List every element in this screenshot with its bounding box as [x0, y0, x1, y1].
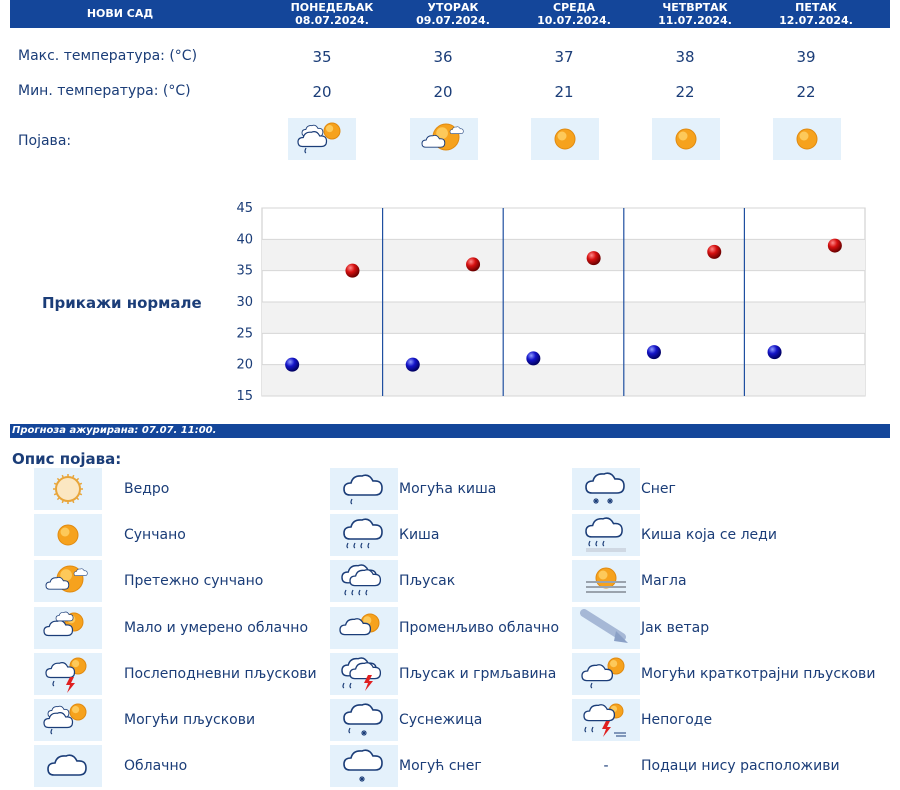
possible-showers-icon: [288, 118, 356, 160]
brief-showers-icon: [572, 653, 640, 695]
y-tick-label: 15: [236, 389, 253, 404]
mostly-sunny-icon: [34, 560, 102, 602]
max-temp-label: Макс. температура: (°C): [18, 48, 198, 64]
min-temp-point: [526, 351, 540, 365]
max-temp-point: [707, 245, 721, 259]
rain-icon: [330, 514, 398, 556]
day-header: [635, 1, 755, 27]
day-name: ПОНЕДЕЉАК: [290, 1, 374, 14]
day-date: 08.07.2024.: [295, 14, 369, 27]
legend-label: Променљиво облачно: [399, 620, 560, 636]
min-temp-value: 20: [433, 83, 453, 101]
y-tick-label: 20: [236, 357, 253, 373]
possible-showers-icon: [34, 699, 102, 741]
legend-label: Суснежица: [399, 712, 483, 728]
temperature-chart: [225, 200, 875, 405]
partly-cloudy-icon: [34, 607, 102, 649]
day-name: СРЕДА: [553, 1, 595, 14]
sunny-icon: [773, 118, 841, 160]
day-header: [756, 1, 876, 27]
min-temp-value: 22: [796, 83, 816, 101]
max-temp-point: [345, 264, 359, 278]
sunny-icon: [34, 514, 102, 556]
day-header: [393, 1, 513, 27]
y-tick-label: 35: [236, 263, 253, 279]
legend-label: Могући краткотрајни пљускови: [641, 666, 876, 682]
thunderstorm-icon: [330, 653, 398, 695]
day-date: 10.07.2024.: [537, 14, 611, 27]
max-temp-value: 37: [554, 48, 574, 66]
day-date: 09.07.2024.: [416, 14, 490, 27]
max-temp-value: 38: [675, 48, 695, 66]
city-name: НОВИ САД: [86, 7, 154, 20]
forecast-updated: Прогноза ажурирана: 07.07. 11:00.: [10, 424, 890, 438]
show-normals-link[interactable]: Прикажи нормале: [42, 294, 202, 312]
variable-cloudy-icon: [330, 607, 398, 649]
clear-icon: [34, 468, 102, 510]
legend-label: Претежно сунчано: [124, 573, 264, 589]
possible-rain-icon: [330, 468, 398, 510]
min-temp-point: [406, 358, 420, 372]
legend-label: Пљусак: [399, 573, 456, 589]
legend-label: Сунчано: [124, 527, 186, 543]
y-tick-label: 30: [236, 295, 253, 310]
legend-label: Подаци нису расположиви: [641, 758, 840, 774]
max-temp-value: 35: [312, 48, 332, 66]
possible-snow-icon: [330, 745, 398, 787]
chart-grid-band: [262, 302, 865, 333]
shower-icon: [330, 560, 398, 602]
legend-label: Јак ветар: [641, 620, 710, 636]
sunny-icon: [652, 118, 720, 160]
max-temp-value: 39: [796, 48, 816, 66]
legend-label: Киша која се леди: [641, 527, 777, 543]
day-date: 11.07.2024.: [658, 14, 732, 27]
dash-icon: -: [603, 758, 609, 774]
day-name: ЧЕТВРТАК: [662, 1, 728, 14]
afternoon-showers-icon: [34, 653, 102, 695]
min-temp-value: 21: [554, 83, 574, 101]
cloudy-icon: [34, 745, 102, 787]
legend-label: Снег: [641, 481, 676, 497]
legend-label: Могућа киша: [399, 481, 497, 497]
freezing-rain-icon: [572, 514, 640, 556]
min-temp-point: [285, 358, 299, 372]
mostly-sunny-icon: [410, 118, 478, 160]
chart-grid-band: [262, 365, 865, 396]
day-name: УТОРАК: [427, 1, 479, 14]
day-date: 12.07.2024.: [779, 14, 853, 27]
legend-label: Могућ снег: [399, 758, 482, 774]
min-temp-value: 20: [312, 83, 332, 101]
max-temp-point: [466, 257, 480, 271]
max-temp-point: [828, 239, 842, 253]
snow-icon: [572, 468, 640, 510]
legend-label: Могући пљускови: [124, 712, 256, 728]
max-temp-value: 36: [433, 48, 453, 66]
fog-icon: [572, 560, 640, 602]
strong-wind-icon: [572, 607, 640, 649]
min-temp-value: 22: [675, 83, 695, 101]
sunny-icon: [531, 118, 599, 160]
min-temp-point: [647, 345, 661, 359]
max-temp-point: [587, 251, 601, 265]
legend-label: Непогоде: [641, 712, 713, 728]
legend-label: Пљусак и грмљавина: [399, 666, 557, 682]
y-tick-label: 40: [236, 232, 253, 248]
min-temp-label: Мин. температура: (°C): [18, 83, 191, 99]
legend-title: Опис појава:: [12, 450, 122, 468]
y-tick-label: 45: [236, 201, 253, 216]
day-name: ПЕТАК: [795, 1, 837, 14]
day-header: [514, 1, 634, 27]
storms-icon: [572, 699, 640, 741]
temperature-chart-svg: [225, 200, 875, 405]
legend-label: Ведро: [124, 481, 170, 497]
legend-label: Облачно: [124, 758, 188, 774]
legend-label: Мало и умерено облачно: [124, 620, 309, 636]
y-tick-label: 25: [236, 326, 253, 342]
legend-label: Киша: [399, 527, 440, 543]
phenomenon-label: Појава:: [18, 133, 72, 149]
min-temp-point: [768, 345, 782, 359]
legend-label: Послеподневни пљускови: [124, 666, 317, 682]
sleet-icon: [330, 699, 398, 741]
forecast-header: [10, 0, 890, 28]
day-header: [272, 1, 392, 27]
legend-label: Магла: [641, 573, 687, 589]
